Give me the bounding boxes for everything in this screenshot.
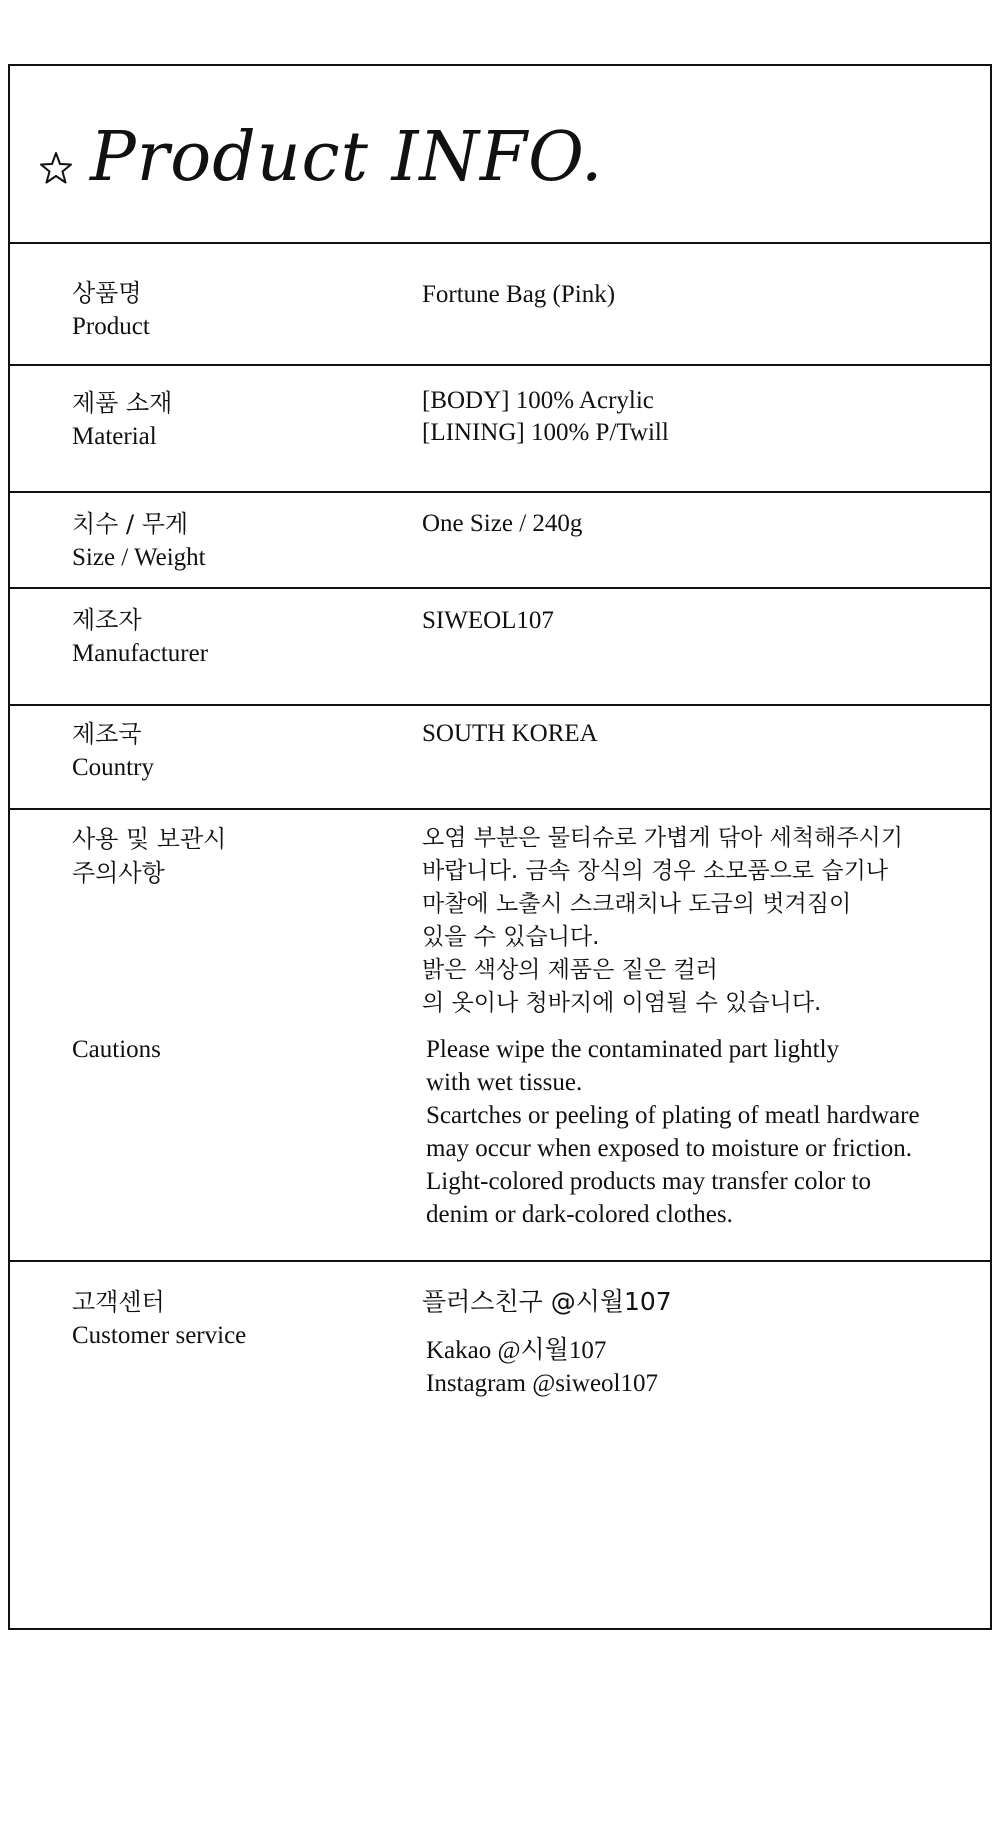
row-customer-service: [10, 1262, 990, 1628]
size-label-ko: 치수 / 무게: [72, 510, 189, 538]
care-ko-line: 오염 부분은 물티슈로 가볍게 닦아 세척해주시기: [422, 825, 903, 851]
country-value: SOUTH KOREA: [422, 720, 598, 747]
size-label-en: Size / Weight: [72, 544, 206, 571]
manufacturer-label: [72, 603, 208, 671]
care-ko-line: 있을 수 있습니다.: [422, 924, 600, 950]
care-ko-line: 바랍니다. 금속 장식의 경우 소모품으로 습기나: [422, 858, 889, 884]
row-product: [10, 244, 990, 366]
care-ko-line: 밝은 색상의 제품은 짙은 컬러: [422, 957, 718, 983]
material-label-en: Material: [72, 423, 157, 450]
manufacturer-label-en: Manufacturer: [72, 640, 209, 667]
product-label-ko: 상품명: [72, 279, 142, 307]
country-label-ko: 제조국: [72, 720, 142, 748]
caution-en-line: with wet tissue.: [426, 1069, 583, 1096]
caution-en-line: denim or dark-colored clothes.: [426, 1201, 733, 1228]
product-info-table: [8, 64, 992, 1630]
product-value: Fortune Bag (Pink): [422, 281, 616, 308]
care-ko-line: 마찰에 노출시 스크래치나 도금의 벗겨짐이: [422, 891, 852, 917]
row-size-weight: [10, 493, 990, 589]
contact-links: [426, 1334, 658, 1400]
care-text-ko: [422, 822, 903, 1020]
care-ko-line: 의 옷이나 청바지에 이염될 수 있습니다.: [422, 990, 822, 1016]
size-label: [72, 507, 206, 575]
country-label: [72, 717, 154, 785]
size-value: One Size / 240g: [422, 510, 583, 537]
row-manufacturer: [10, 589, 990, 706]
plus-friend-link[interactable]: 플러스친구 @시월107: [422, 1287, 672, 1316]
customer-label-ko: 고객센터: [72, 1288, 165, 1316]
caution-en-line: Scartches or peeling of plating of meatl hardware: [426, 1102, 920, 1129]
cautions-label: Cautions: [72, 1036, 161, 1063]
cautions-text-en: [426, 1033, 920, 1231]
caution-en-line: Light-colored products may transfer color to: [426, 1168, 871, 1195]
manufacturer-label-ko: 제조자: [72, 606, 142, 634]
product-label-en: Product: [72, 313, 150, 340]
row-care: [10, 810, 990, 1262]
manufacturer-value: SIWEOL107: [422, 607, 554, 634]
material-label-ko: 제품 소재: [72, 389, 173, 417]
product-label: [72, 276, 150, 344]
kakao-link[interactable]: Kakao @시월107: [426, 1337, 607, 1364]
country-label-en: Country: [72, 754, 154, 781]
material-line: [LINING] 100% P/Twill: [422, 419, 669, 446]
care-label-ko: 사용 및 보관시: [72, 825, 227, 853]
page-title: Product INFO.: [90, 118, 604, 197]
customer-label-en: Customer service: [72, 1322, 247, 1349]
title-header: [10, 66, 990, 244]
caution-en-line: may occur when exposed to moisture or friction.: [426, 1135, 912, 1162]
care-label-ko: 주의사항: [72, 859, 165, 887]
customer-label: [72, 1285, 246, 1353]
material-label: [72, 386, 172, 454]
caution-en-line: Please wipe the contaminated part lightly: [426, 1036, 840, 1063]
row-country: [10, 706, 990, 810]
row-material: [10, 366, 990, 493]
material-value: [422, 385, 669, 449]
material-line: [BODY] 100% Acrylic: [422, 387, 654, 414]
star-outline-icon: [38, 150, 74, 186]
care-label: [72, 822, 226, 890]
instagram-link[interactable]: Instagram @siweol107: [426, 1370, 659, 1397]
